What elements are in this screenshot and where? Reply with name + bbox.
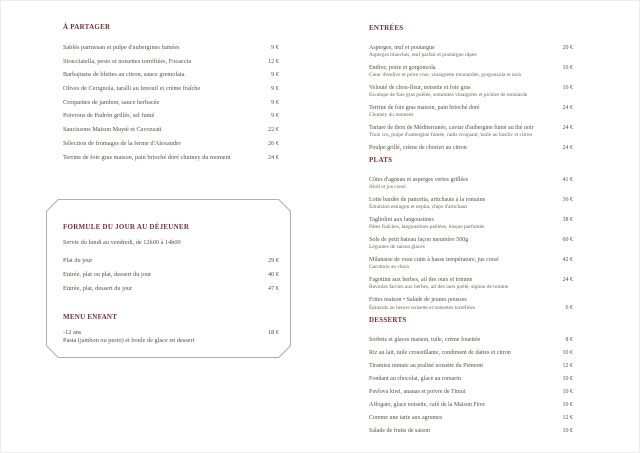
item-price: 40 €	[267, 271, 279, 278]
item-price: 36 €	[562, 197, 573, 203]
menu-item	[369, 349, 573, 357]
item-price: 12 €	[562, 415, 573, 421]
section-title-a-partager: À PARTAGER	[63, 23, 111, 31]
item-name: Tiramisu minute au praliné noisette du Piémont	[369, 363, 484, 369]
menu-item	[369, 362, 573, 370]
item-name: Barbajuans de blettes au citron, sauce gremolata	[63, 71, 185, 79]
item-price: 41 €	[562, 177, 573, 183]
item-name: Affogato, glace noisette, café de la Maison Fève	[369, 402, 486, 408]
item-name: Tagliolini aux langoustines	[369, 217, 434, 223]
menu-item	[369, 401, 573, 409]
item-description: Chutney du moment	[369, 112, 414, 118]
item-name: Entrée, plat, dessert du jour	[63, 285, 133, 292]
item-price: 24 €	[562, 125, 573, 131]
formule-items	[63, 257, 279, 292]
formule-title: FORMULE DU JOUR AU DÉJEUNER	[63, 223, 190, 231]
item-price: 29 €	[267, 257, 279, 264]
item-price: 24 €	[267, 153, 279, 161]
item-price: 9 €	[271, 85, 279, 93]
menu-item	[369, 176, 573, 191]
item-sub-row	[369, 92, 573, 99]
item-name: Fagottini aux herbes, ail des ours et tomme	[369, 277, 473, 283]
menu-enfant-age: -12 ans	[63, 329, 82, 336]
item-name: Croquettes de jambon, sauce herbacée	[63, 98, 160, 106]
item-sub-row	[369, 204, 573, 211]
menu-section-entres	[369, 25, 573, 152]
section-title: DESSERTS	[369, 316, 407, 324]
item-main-row	[369, 276, 573, 284]
item-description: Escalope de foie gras poêlée, sommités vinaigrées et pickles de moutarde	[369, 92, 528, 98]
item-description: Asperges blanches, œuf parfait et poutargue râpée	[369, 52, 477, 58]
item-main-row	[369, 44, 573, 52]
item-name: Saucissons Maison Mayté et Cavozzati	[63, 126, 162, 134]
item-sub-row	[369, 244, 573, 251]
item-main-row	[369, 256, 573, 264]
item-price: 10 €	[562, 376, 573, 382]
menu-item-row	[63, 44, 279, 51]
item-sub-row	[369, 52, 573, 59]
item-description: Ravioles farcies aux herbes, ail des ours poêlé, siphon de tomme	[369, 284, 509, 290]
item-main-row	[369, 349, 573, 357]
item-price: 20 €	[562, 45, 573, 51]
item-price: 10 €	[562, 428, 573, 434]
menu-item	[369, 64, 573, 79]
menu-item-row	[63, 85, 279, 92]
menu-item	[369, 44, 573, 59]
item-main-row	[369, 124, 573, 132]
item-main-row	[369, 144, 573, 152]
item-sub-row	[369, 224, 573, 231]
item-sub-row	[369, 304, 573, 312]
item-name: Asperges, œuf et poutargue	[369, 45, 435, 51]
item-price: 60 €	[562, 237, 573, 243]
item-price: 12 €	[562, 363, 573, 369]
item-name: Terrine de foie gras maison, pain brioché doré chutney du moment	[63, 153, 231, 161]
item-sub-row	[369, 264, 573, 271]
item-description: Cœur d'endive et poire crue, vinaigrette moutardée, gorgonzola et noix	[369, 72, 522, 78]
item-name: Poulpe grillé, crème de chorizo au citron	[369, 145, 467, 151]
item-price: 24 €	[562, 277, 573, 283]
item-name: Lotte bardée de pancetta, artichauts à la romaine	[369, 197, 486, 203]
item-main-row	[369, 388, 573, 396]
item-main-row	[369, 336, 573, 344]
item-price: 12 €	[267, 57, 279, 65]
menu-enfant-price: 18 €	[267, 329, 279, 336]
item-description: Thon cru, pulpe d'aubergine fumée, radis croquant, huile au basilic et citron	[369, 132, 533, 138]
item-price: 47 €	[267, 285, 279, 292]
item-description: Aïoli et jus corsé	[369, 184, 406, 190]
menu-item	[369, 427, 573, 435]
item-name: Milanaise de veau cuite à basse température, jus corsé	[369, 257, 499, 263]
item-main-row	[369, 196, 573, 204]
menu-item-row	[63, 99, 279, 106]
item-main-row	[369, 64, 573, 72]
item-name: Riz au lait, tuile croustillante, condiment de dattes et citron	[369, 350, 511, 356]
formule-service-hours: Servie du lundi au vendredi, de 12h00 à 14h00	[63, 239, 181, 246]
left-column	[63, 24, 279, 167]
menu-section-desserts	[369, 317, 573, 435]
item-price: 42 €	[562, 257, 573, 263]
item-price: 16 €	[562, 65, 573, 71]
item-price: 10 €	[562, 350, 573, 356]
menu-item	[369, 196, 573, 211]
item-name: Terrine de foie gras maison, pain brioché doré	[369, 105, 480, 111]
item-price: 10 €	[562, 402, 573, 408]
menu-item	[369, 414, 573, 422]
item-name: Plat du jour	[63, 257, 93, 264]
section-title: PLATS	[369, 156, 393, 164]
menu-item	[369, 388, 573, 396]
menu-enfant-description: Pasta (jambon ou pesto) et boule de glace en dessert	[63, 337, 195, 344]
item-name: Sorbets et glaces maison, tuile, crème fouettée	[369, 337, 481, 343]
menu-item-row	[63, 154, 279, 161]
item-name: Frites maison • Salade de jeunes pousses	[369, 297, 467, 303]
item-name: Stracciatella, pesto et noisettes torréfiées, Focaccia	[63, 57, 192, 65]
right-column	[369, 25, 573, 440]
item-main-row	[369, 236, 573, 244]
item-description: Pâtes fraîches, langoustines poêlées, bisque parfumée	[369, 224, 485, 230]
formule-box-content	[46, 199, 291, 358]
menu-item-row	[63, 271, 279, 278]
item-main-row	[369, 401, 573, 409]
formule-box	[46, 199, 291, 358]
item-price: 26 €	[267, 139, 279, 147]
item-main-row	[369, 84, 573, 92]
item-price: 16 €	[562, 85, 573, 91]
item-name: Pavlova kiwi, ananas et poivre de Timut	[369, 389, 466, 395]
item-sub-row	[369, 132, 573, 139]
item-description: Émulsion estragon et nepita, chips d'artichaut	[369, 204, 467, 210]
menu-enfant-row	[63, 329, 279, 337]
item-sub-row	[369, 184, 573, 191]
item-main-row	[369, 375, 573, 383]
menu-item-row	[63, 112, 279, 119]
item-price: 24 €	[562, 145, 573, 151]
menu-section-plats	[369, 157, 573, 312]
item-sub-row	[369, 72, 573, 79]
item-price: 10 €	[562, 389, 573, 395]
item-price: 24 €	[562, 105, 573, 111]
item-main-row	[369, 427, 573, 435]
menu-item	[369, 144, 573, 152]
item-sub-row	[369, 284, 573, 291]
menu-item	[369, 276, 573, 291]
item-description: Légumes de saison glacés	[369, 244, 425, 250]
item-price: 9 €	[271, 112, 279, 120]
menu-item-row	[63, 285, 279, 292]
item-name: Côtes d'agneau et asperges vertes grillées	[369, 177, 469, 183]
item-price: 9 €	[271, 44, 279, 51]
menu-item	[369, 336, 573, 344]
menu-item	[369, 104, 573, 119]
item-name: Velouté de chou-fleur, noisette et foie gras	[369, 85, 471, 91]
item-main-row	[369, 216, 573, 224]
item-description: Épinards au beurre noisette et noisettes torréfiées	[369, 305, 475, 311]
menu-item	[369, 216, 573, 231]
section-title: ENTRÉES	[369, 24, 404, 32]
item-main-row	[369, 414, 573, 422]
item-main-row	[369, 362, 573, 370]
item-name: Sélection de fromages de la ferme d'Alexandre	[63, 139, 181, 147]
item-name: Poivrons de Padrón grillés, sel fumé	[63, 112, 155, 120]
item-sub-row	[369, 112, 573, 119]
item-price: 9 €	[271, 98, 279, 106]
a-partager-items	[63, 44, 279, 161]
item-name: Endive, poire et gorgonzola	[369, 65, 436, 71]
item-name: Comme une tarte aux agrumes	[369, 415, 443, 421]
menu-item	[369, 124, 573, 139]
item-price: 8 €	[565, 337, 573, 343]
menu-item-row	[63, 58, 279, 65]
menu-item	[369, 296, 573, 312]
item-name: Sablés parmesan et pulpe d'aubergines fumées	[63, 44, 180, 51]
item-description: Garniture au choix	[369, 264, 410, 270]
item-name: Salade de fruits de saison	[369, 428, 430, 434]
menu-enfant-title: MENU ENFANT	[63, 313, 118, 321]
menu-item-row	[63, 140, 279, 147]
menu-item	[369, 236, 573, 251]
menu-item	[369, 256, 573, 271]
item-main-row	[369, 104, 573, 112]
menu-item	[369, 84, 573, 99]
item-main-row	[369, 296, 573, 304]
item-price: 6 €	[565, 305, 573, 311]
item-name: Sole de petit bateau façon meunière 500g	[369, 237, 469, 243]
item-name: Fondant au chocolat, glace au romarin	[369, 376, 461, 382]
item-name: Entrée, plat ou plat, dessert du jour	[63, 271, 152, 278]
menu-item-row	[63, 71, 279, 78]
item-price: 38 €	[562, 217, 573, 223]
item-price: 22 €	[267, 126, 279, 134]
item-price: 9 €	[271, 71, 279, 79]
item-main-row	[369, 176, 573, 184]
item-name: Tartare de thon de Méditerranée, caviar d'aubergine fumé au thé noir	[369, 125, 534, 131]
menu-item-row	[63, 126, 279, 133]
menu-item	[369, 375, 573, 383]
menu-item-row	[63, 257, 279, 264]
item-name: Olives de Cerignola, taralli au fenouil et crème fraîche	[63, 85, 201, 93]
